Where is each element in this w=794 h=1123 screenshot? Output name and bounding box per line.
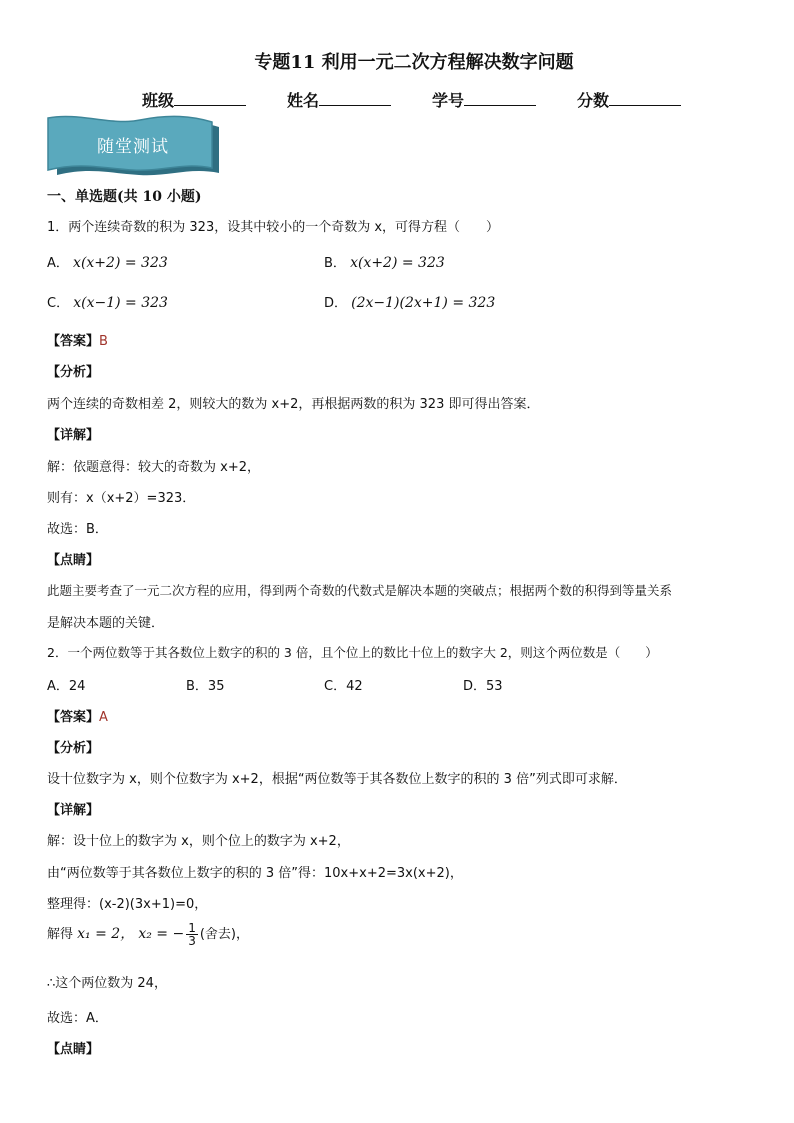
answer-tag: 【答案】 <box>47 334 100 349</box>
option-value: 42 <box>346 679 363 694</box>
option-expression: x(x−1) = 323 <box>73 295 168 311</box>
banner-label: 随堂测试 <box>97 137 169 157</box>
solve-root-2: x₂ = − <box>138 926 185 942</box>
fraction-numerator: 1 <box>188 921 196 935</box>
name-label: 姓名 <box>287 91 320 110</box>
class-blank[interactable] <box>174 91 246 106</box>
class-field <box>142 88 246 111</box>
fraction-denominator: 3 <box>188 934 196 948</box>
q2-option-c[interactable] <box>324 675 363 694</box>
option-letter: A． <box>47 256 69 271</box>
q1-answer <box>47 330 108 349</box>
option-letter: C． <box>47 296 70 311</box>
option-expression: x(x+2) = 323 <box>73 255 168 271</box>
option-letter: C． <box>324 679 347 694</box>
option-expression: (2x−1)(2x+1) = 323 <box>351 295 496 311</box>
q1-detail-line: 故选：B． <box>47 522 108 537</box>
answer-value: B <box>99 334 108 349</box>
option-letter: B． <box>324 256 346 271</box>
name-blank[interactable] <box>319 91 391 106</box>
q2-answer <box>47 706 108 725</box>
section-title: 一、单选题(共 10 小题) <box>47 189 202 205</box>
q1-option-b[interactable] <box>324 252 445 271</box>
student-id-label: 学号 <box>432 91 465 110</box>
q2-conclusion: ∴这个两位数为 24， <box>47 976 167 991</box>
option-letter: B． <box>186 679 208 694</box>
option-expression: x(x+2) = 323 <box>350 255 445 271</box>
q1-option-d[interactable] <box>324 292 495 311</box>
q1-detail-line: 则有：x（x+2）=323． <box>47 491 196 506</box>
fraction <box>186 922 198 947</box>
student-id-field <box>432 88 536 111</box>
option-letter: D． <box>324 296 348 311</box>
solve-suffix: (舍去)， <box>199 927 250 942</box>
solve-prefix: 解得 <box>47 927 74 942</box>
answer-tag: 【答案】 <box>47 710 100 725</box>
q1-option-a[interactable] <box>47 252 168 271</box>
q2-option-a[interactable] <box>47 675 85 694</box>
question-1-stem: 1．两个连续奇数的积为 323，设其中较小的一个奇数为 x，可得方程（ ） <box>47 220 500 235</box>
option-letter: D． <box>463 679 487 694</box>
score-field <box>577 88 681 111</box>
q2-option-d[interactable] <box>463 675 503 694</box>
q2-detail-line: 解：设十位上的数字为 x，则个位上的数字为 x+2， <box>47 834 350 849</box>
q2-analysis-tag: 【分析】 <box>47 741 100 756</box>
q2-choice: 故选：A． <box>47 1011 108 1026</box>
class-label: 班级 <box>142 91 175 110</box>
q1-detail-tag: 【详解】 <box>47 428 100 443</box>
q1-detail-line: 解：依题意得：较大的奇数为 x+2， <box>47 460 260 475</box>
q2-detail-line: 整理得：(x-2)(3x+1)=0， <box>47 897 208 912</box>
name-field <box>287 88 391 111</box>
q1-option-c[interactable] <box>47 292 168 311</box>
score-label: 分数 <box>577 91 610 110</box>
q1-analysis-tag: 【分析】 <box>47 365 100 380</box>
q1-comment-line: 此题主要考查了一元二次方程的应用，得到两个奇数的代数式是解决本题的突破点；根据两个数的积得到等量关系 <box>47 583 673 598</box>
q2-comment-tag: 【点睛】 <box>47 1042 100 1057</box>
page-title: 专题11 利用一元二次方程解决数字问题 <box>254 52 574 73</box>
q1-analysis-text: 两个连续的奇数相差 2，则较大的数为 x+2，再根据两数的积为 323 即可得出答案． <box>47 397 540 412</box>
option-letter: A． <box>47 679 69 694</box>
solve-root-1: x₁ = 2， <box>77 926 135 942</box>
q2-solution-line <box>47 922 249 947</box>
q2-detail-tag: 【详解】 <box>47 803 100 818</box>
option-value: 24 <box>68 679 86 694</box>
q2-detail-line: 由“两位数等于其各数位上数字的积的 3 倍”得：10x+x+2=3x(x+2)， <box>47 866 463 881</box>
answer-value: A <box>99 710 108 725</box>
q2-analysis-text: 设十位数字为 x，则个位数字为 x+2，根据“两位数等于其各数位上数字的积的 3 倍”列式即可求解． <box>47 772 627 787</box>
question-2-stem: 2．一个两位数等于其各数位上数字的积的 3 倍，且个位上的数比十位上的数字大 2，则这个两位数是（ ） <box>47 645 658 660</box>
q1-comment-tag: 【点睛】 <box>47 553 100 568</box>
score-blank[interactable] <box>609 91 681 106</box>
q2-option-b[interactable] <box>186 675 224 694</box>
option-value: 53 <box>486 679 503 694</box>
q1-comment-line: 是解决本题的关键． <box>47 616 165 631</box>
student-id-blank[interactable] <box>464 91 536 106</box>
option-value: 35 <box>207 679 225 694</box>
